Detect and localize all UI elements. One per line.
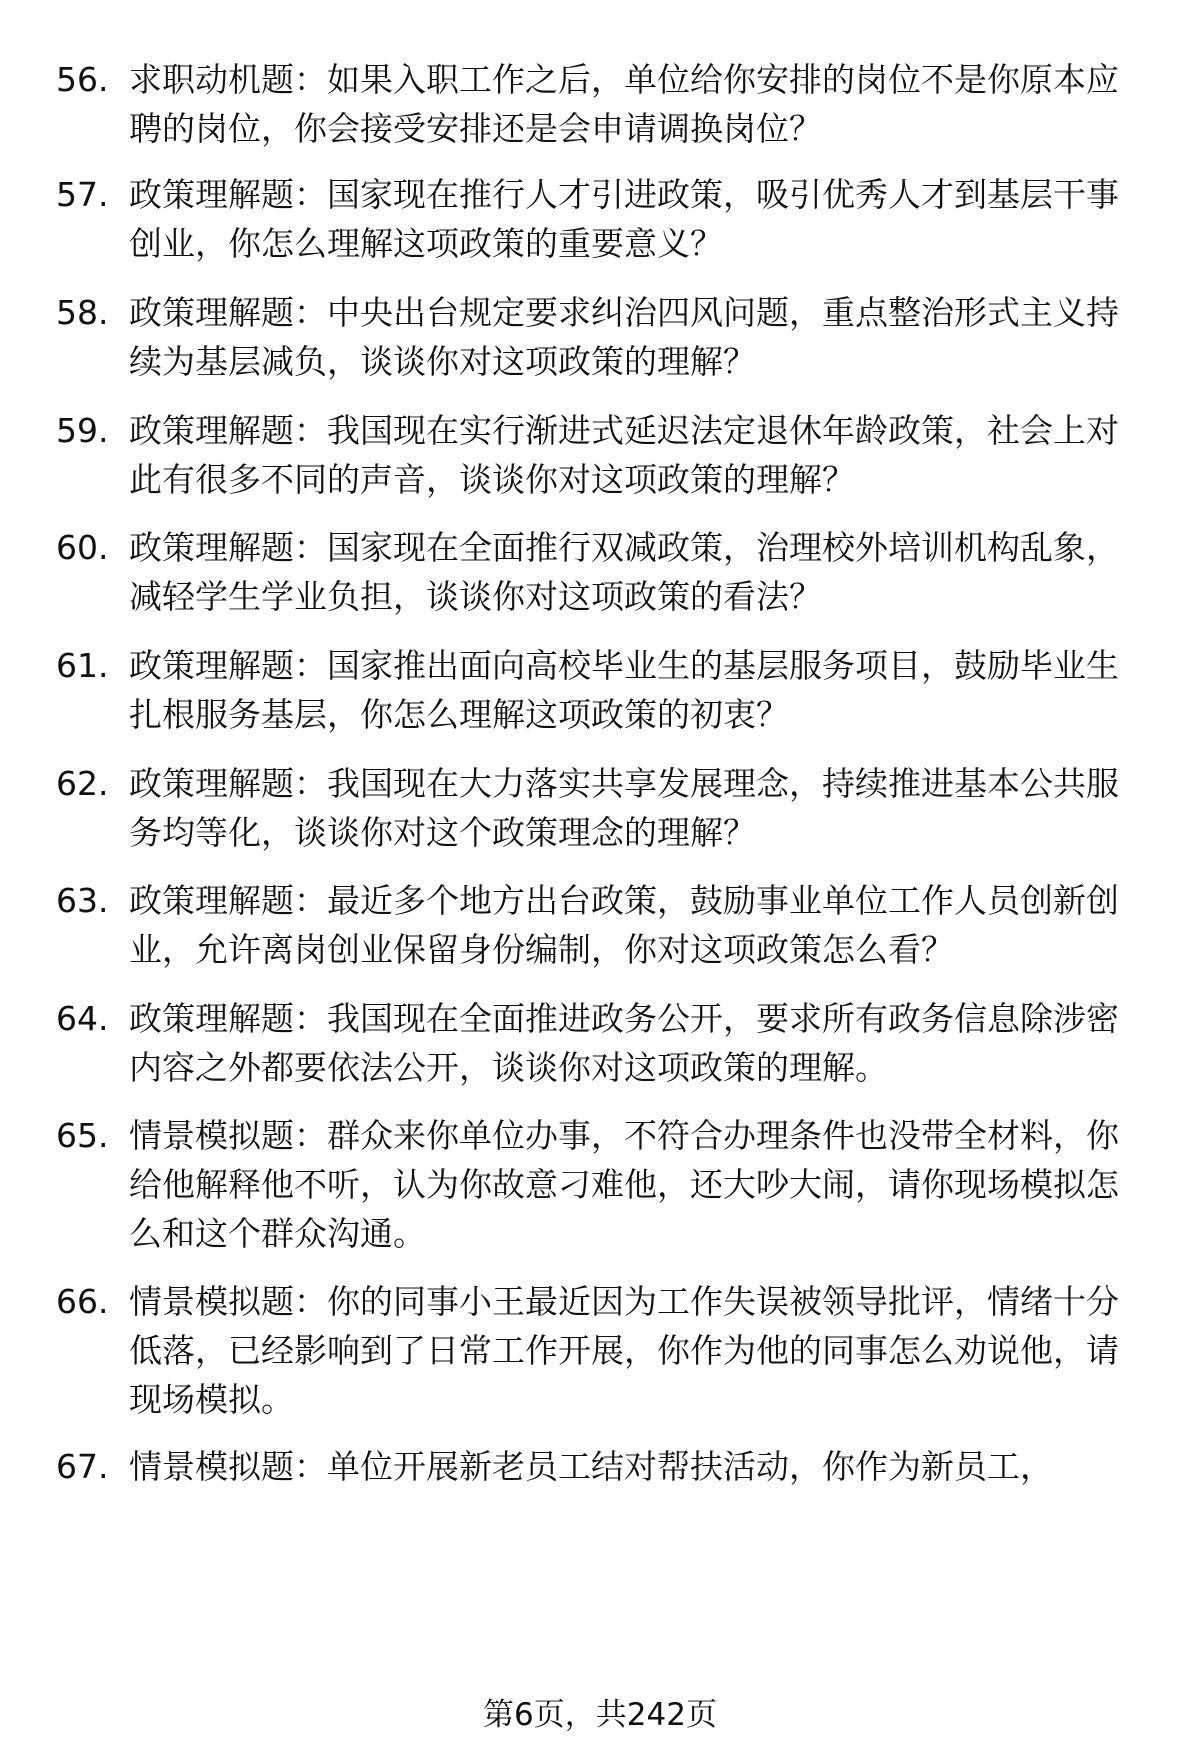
- item-text: 政策理解题：国家推出面向高校毕业生的基层服务项目，鼓励毕业生扎根服务基层，你怎么理解这项政策的初衷？: [129, 646, 1119, 734]
- item-number: 57.: [56, 175, 109, 214]
- page-footer: 第6页，共242页: [483, 1697, 717, 1733]
- item-number: 61.: [56, 646, 109, 685]
- item-text: 政策理解题：我国现在实行渐进式延迟法定退休年龄政策，社会上对此有很多不同的声音，谈谈你对这项政策的理解？: [129, 411, 1119, 499]
- item-number: 56.: [56, 60, 109, 99]
- item-text: 情景模拟题：单位开展新老员工结对帮扶活动，你作为新员工，: [129, 1447, 1053, 1486]
- item-text: 情景模拟题：群众来你单位办事，不符合办理条件也没带全材料，你给他解释他不听，认为你故意刁难他，还大吵大闹，请你现场模拟怎么和这个群众沟通。: [129, 1116, 1119, 1253]
- item-number: 63.: [56, 881, 109, 920]
- item-text: 情景模拟题：你的同事小王最近因为工作失误被领导批评，情绪十分低落，已经影响到了日常工作开展，你作为他的同事怎么劝说他，请现场模拟。: [129, 1282, 1119, 1419]
- item-number: 67.: [56, 1447, 109, 1486]
- item-number: 60.: [56, 528, 109, 567]
- item-number: 59.: [56, 411, 109, 450]
- item-text: 政策理解题：我国现在大力落实共享发展理念，持续推进基本公共服务均等化，谈谈你对这个政策理念的理解？: [129, 764, 1119, 852]
- item-number: 65.: [56, 1116, 109, 1155]
- item-number: 62.: [56, 764, 109, 803]
- item-text: 政策理解题：我国现在全面推进政务公开，要求所有政务信息除涉密内容之外都要依法公开，谈谈你对这项政策的理解。: [129, 999, 1119, 1087]
- item-number: 64.: [56, 999, 109, 1038]
- item-text: 求职动机题：如果入职工作之后，单位给你安排的岗位不是你原本应聘的岗位，你会接受安排还是会申请调换岗位？: [129, 60, 1119, 148]
- item-text: 政策理解题：国家现在全面推行双减政策，治理校外培训机构乱象，减轻学生学业负担，谈谈你对这项政策的看法？: [129, 528, 1119, 616]
- item-text: 政策理解题：国家现在推行人才引进政策，吸引优秀人才到基层干事创业，你怎么理解这项政策的重要意义？: [129, 175, 1119, 263]
- item-number: 66.: [56, 1282, 109, 1321]
- item-text: 政策理解题：中央出台规定要求纠治四风问题，重点整治形式主义持续为基层减负，谈谈你对这项政策的理解？: [129, 293, 1119, 381]
- item-text: 政策理解题：最近多个地方出台政策，鼓励事业单位工作人员创新创业，允许离岗创业保留身份编制，你对这项政策怎么看？: [129, 881, 1119, 969]
- item-number: 58.: [56, 293, 109, 332]
